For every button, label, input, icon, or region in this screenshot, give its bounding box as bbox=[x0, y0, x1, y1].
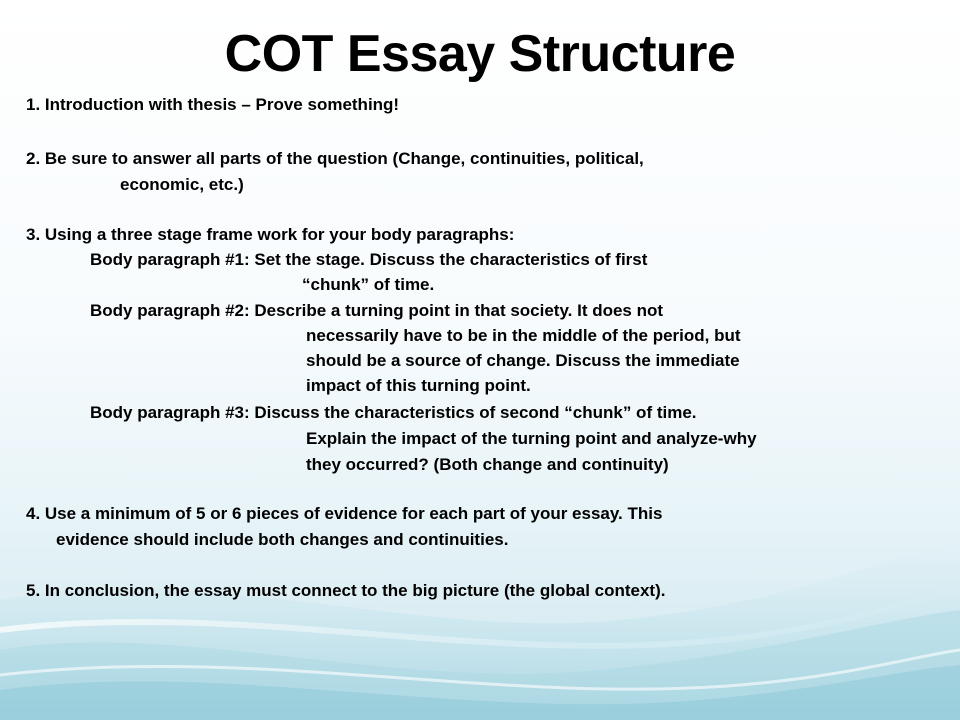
body-paragraph-1-line-1: Body paragraph #1: Set the stage. Discuss the characteristics of first bbox=[90, 250, 648, 269]
list-item-4-line-2: evidence should include both changes and continuities. bbox=[56, 530, 509, 549]
list-item-2-line-2: economic, etc.) bbox=[120, 175, 244, 194]
body-paragraph-2-line-2: necessarily have to be in the middle of the period, but bbox=[306, 326, 741, 345]
body-paragraph-1-line-2: “chunk” of time. bbox=[302, 275, 435, 294]
body-paragraph-3-line-3: they occurred? (Both change and continuity) bbox=[306, 455, 669, 474]
list-item-1: 1. Introduction with thesis – Prove something! bbox=[26, 95, 400, 114]
body-paragraph-2-line-1: Body paragraph #2: Describe a turning point in that society. It does not bbox=[90, 301, 664, 320]
body-paragraph-3-line-1: Body paragraph #3: Discuss the characteristics of second “chunk” of time. bbox=[90, 403, 697, 422]
list-item-3: 3. Using a three stage frame work for your body paragraphs: bbox=[26, 225, 515, 244]
slide-title: COT Essay Structure bbox=[224, 25, 736, 83]
list-item-5: 5. In conclusion, the essay must connect to the big picture (the global context). bbox=[26, 581, 666, 600]
list-item-2-line-1: 2. Be sure to answer all parts of the question (Change, continuities, political, bbox=[26, 149, 644, 168]
list-item-4-line-1: 4. Use a minimum of 5 or 6 pieces of evidence for each part of your essay. This bbox=[26, 504, 663, 523]
body-paragraph-2-line-3: should be a source of change. Discuss the immediate bbox=[306, 351, 740, 370]
body-paragraph-2-line-4: impact of this turning point. bbox=[306, 376, 531, 395]
body-paragraph-3-line-2: Explain the impact of the turning point and analyze-why bbox=[306, 429, 757, 448]
